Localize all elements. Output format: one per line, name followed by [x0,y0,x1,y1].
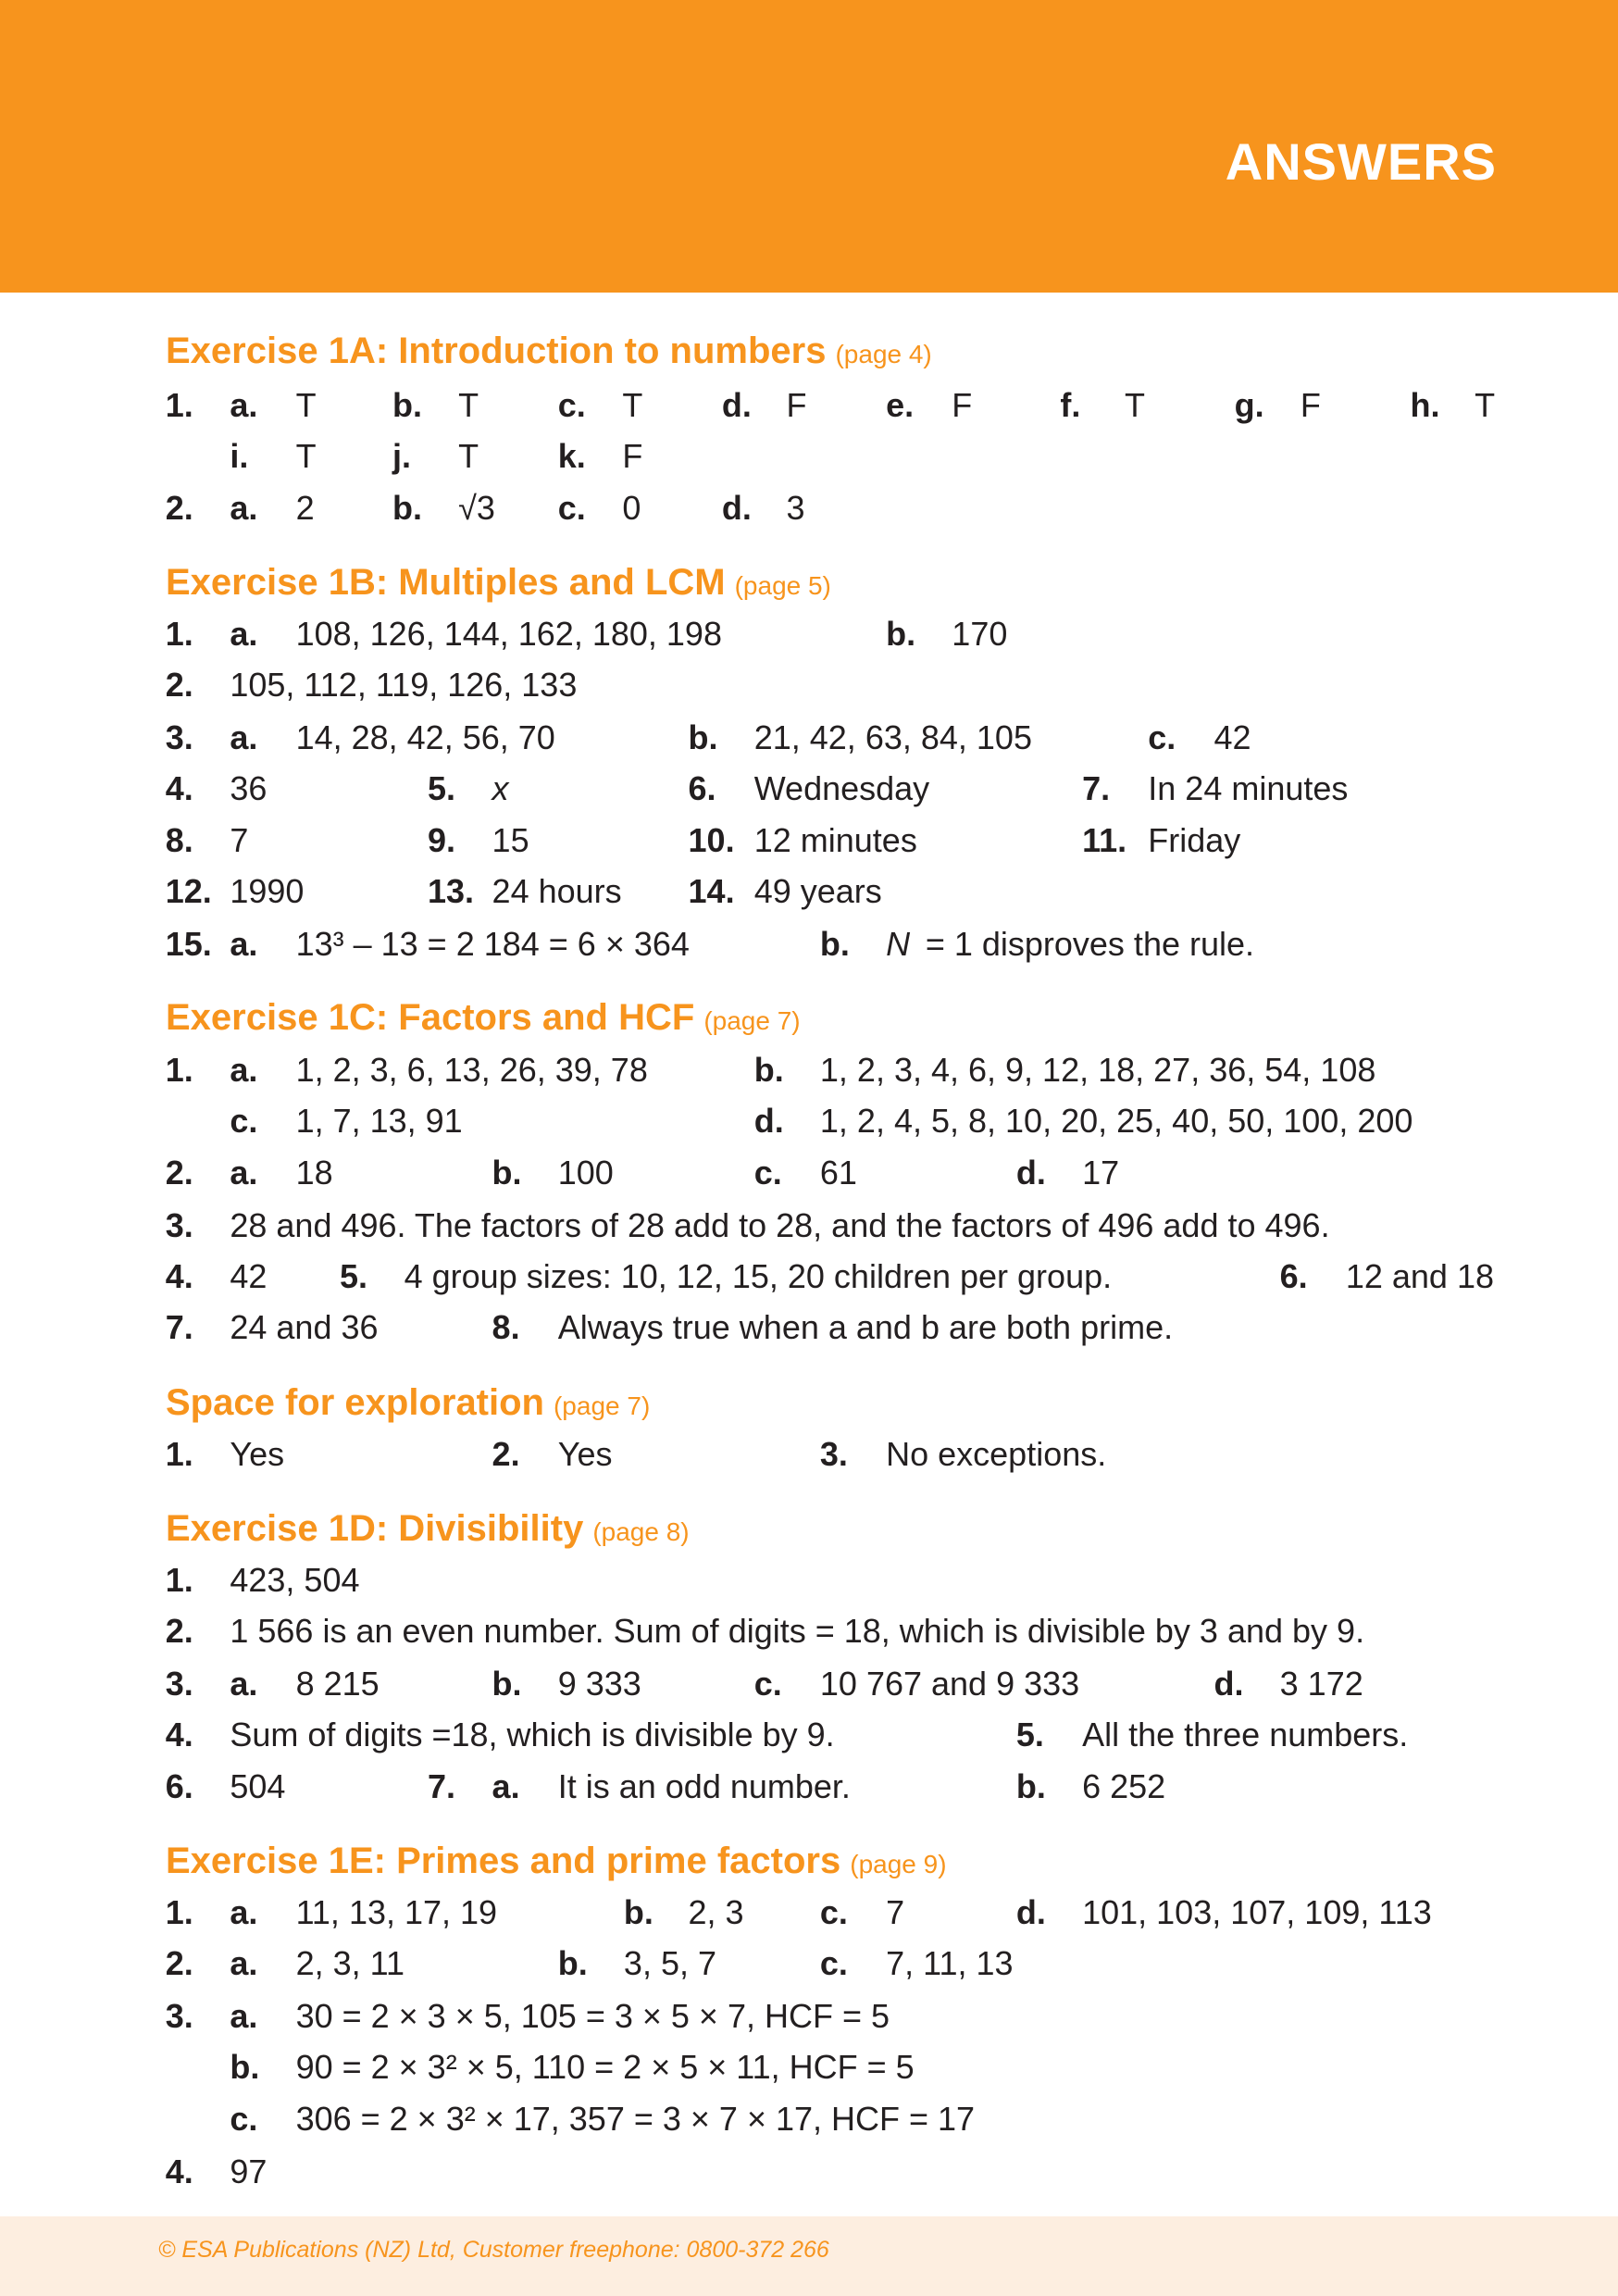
question-label: a. [230,1051,258,1090]
question-label: 3. [165,1664,193,1703]
answer-text: N [886,924,911,963]
answer-text: 1, 2, 3, 4, 6, 9, 12, 18, 27, 36, 54, 108 [819,1051,1376,1090]
question-label: b. [688,718,718,756]
section-heading [166,1505,690,1560]
question-label: e. [886,385,915,424]
question-label: 5. [1015,1716,1044,1754]
question-label: 2. [165,1611,193,1650]
answer-text: 2, 3, 11 [295,1944,404,1983]
answer-text: 1, 2, 4, 5, 8, 10, 20, 25, 40, 50, 100, 200 [819,1102,1413,1141]
question-label: a. [230,1944,258,1983]
header-banner [0,0,1618,293]
question-label: a. [230,488,258,527]
section-heading [166,328,932,382]
question-label: b. [1015,1766,1046,1805]
question-label: 1. [165,1892,193,1931]
answer-text: 3 172 [1279,1664,1363,1703]
question-label: 7. [1082,769,1111,808]
answer-text: 42 [230,1257,268,1296]
answer-text: 2, 3 [688,1892,744,1931]
question-label: 1. [165,385,193,424]
section-page-ref: (page 7) [553,1391,651,1421]
question-label: c. [230,2099,258,2138]
answer-text: 12 and 18 [1345,1257,1494,1296]
answer-text: 7, 11, 13 [886,1944,1014,1983]
question-label: g. [1234,385,1264,424]
question-label: i. [230,437,249,476]
question-label: a. [230,924,258,963]
answer-text: No exceptions. [886,1434,1107,1473]
question-label: c. [753,1664,782,1703]
question-label: b. [392,385,422,424]
answer-text: All the three numbers. [1082,1716,1409,1754]
section-heading [166,1838,947,1892]
footer-copyright: © ESA Publications (NZ) Ltd, Customer freephone: 0800-372 266 [158,2237,829,2263]
answer-text: 504 [230,1766,286,1805]
section-page-ref: (page 5) [734,571,831,601]
answer-text: Yes [230,1434,285,1473]
question-label: c. [230,1102,258,1141]
question-label: b. [230,2048,260,2087]
answer-text: 24 hours [492,872,622,911]
answer-text: F [786,385,807,424]
answer-text: T [1124,385,1145,424]
question-label: c. [1148,718,1176,756]
section-title: Exercise 1C: Factors and HCF [166,997,695,1039]
answer-text: 423, 504 [230,1560,360,1599]
answer-text: 3 [786,488,805,527]
question-label: 12. [165,872,212,911]
answer-text: 15 [492,820,529,859]
question-label: a. [492,1766,520,1805]
question-label: a. [230,718,258,756]
answer-text: T [1475,385,1496,424]
answer-text: 11, 13, 17, 19 [295,1892,498,1931]
answer-text: 1990 [230,872,305,911]
answer-text: 2 [295,488,315,527]
section-page-ref: (page 4) [835,340,932,369]
question-label: b. [492,1664,522,1703]
question-label: 4. [165,769,193,808]
question-label: 11. [1082,820,1127,859]
question-label: 9. [427,820,455,859]
question-label: 3. [165,1205,193,1244]
answer-text: Sum of digits =18, which is divisible by 9. [230,1716,835,1754]
question-label: 2. [165,1944,193,1983]
answer-text: 1, 7, 13, 91 [295,1102,463,1141]
question-label: 6. [1279,1257,1308,1296]
answer-text: 3, 5, 7 [623,1944,716,1983]
answer-text: 1 566 is an even number. Sum of digits = 18, which is divisible by 3 and by 9. [230,1611,1365,1650]
answer-text: 24 and 36 [230,1308,379,1347]
answer-text: Always true when a and b are both prime. [557,1308,1174,1347]
question-label: 3. [165,1996,193,2035]
answer-text: T [458,385,479,424]
question-label: b. [492,1153,522,1192]
answer-text: 101, 103, 107, 109, 113 [1082,1892,1432,1931]
answer-text: T [295,385,317,424]
answer-text: F [622,437,643,476]
answer-text: 14, 28, 42, 56, 70 [295,718,555,756]
question-label: 7. [427,1766,455,1805]
question-label: 13. [427,872,474,911]
question-label: b. [392,488,422,527]
question-label: 6. [688,769,716,808]
question-label: a. [230,1892,258,1931]
answer-text: It is an odd number. [557,1766,851,1805]
question-label: 2. [165,488,193,527]
question-label: k. [557,437,586,476]
answer-text: F [952,385,973,424]
answer-text: 21, 42, 63, 84, 105 [753,718,1032,756]
question-label: j. [392,437,411,476]
answer-text: 18 [295,1153,333,1192]
answer-text: 10 767 and 9 333 [819,1664,1080,1703]
answer-text: 28 and 496. The factors of 28 add to 28, and the factors of 496 add to 496. [230,1205,1330,1244]
question-label: 4. [165,1257,193,1296]
question-label: b. [819,924,850,963]
question-label: a. [230,1996,258,2035]
page-title: ANSWERS [1225,132,1497,191]
answer-text: 6 252 [1082,1766,1166,1805]
question-label: d. [1015,1892,1046,1931]
answer-text: Friday [1148,820,1241,859]
answer-text: 49 years [753,872,882,911]
answer-text: F [1300,385,1321,424]
question-label: d. [1214,1664,1244,1703]
answer-text: 36 [230,769,268,808]
question-label: 5. [340,1257,368,1296]
question-label: 2. [165,665,193,704]
question-label: a. [230,1664,258,1703]
answer-text: 30 = 2 × 3 × 5, 105 = 3 × 5 × 7, HCF = 5 [295,1996,890,2035]
answer-text: 13³ – 13 = 2 184 = 6 × 364 [295,924,690,963]
question-label: b. [557,1944,588,1983]
answer-text: 0 [622,488,641,527]
section-page-ref: (page 8) [592,1517,690,1547]
question-label: a. [230,1153,258,1192]
answer-text: 4 group sizes: 10, 12, 15, 20 children per group. [404,1257,1113,1296]
section-title: Exercise 1A: Introduction to numbers [166,331,827,372]
question-label: 15. [165,924,212,963]
answer-text: 7 [886,1892,905,1931]
answer-text: T [458,437,479,476]
answer-text: = 1 disproves the rule. [925,924,1255,963]
answer-text: 100 [557,1153,614,1192]
question-label: c. [557,488,586,527]
question-label: h. [1410,385,1440,424]
question-label: d. [753,1102,784,1141]
question-label: 2. [165,1153,193,1192]
answer-text: T [295,437,317,476]
answer-text: 17 [1082,1153,1120,1192]
section-heading [166,1379,650,1434]
answer-text: In 24 minutes [1148,769,1349,808]
question-label: f. [1060,385,1081,424]
answer-text: 170 [952,614,1008,653]
question-label: d. [1015,1153,1046,1192]
question-label: 14. [688,872,735,911]
question-label: 4. [165,2152,193,2190]
question-label: 6. [165,1766,193,1805]
question-label: a. [230,385,258,424]
question-label: 2. [492,1434,520,1473]
answer-text: x [492,769,509,808]
answer-text: 61 [819,1153,857,1192]
question-label: c. [819,1944,848,1983]
answer-text: Yes [557,1434,613,1473]
question-label: 1. [165,614,193,653]
answer-text: 9 333 [557,1664,641,1703]
section-page-ref: (page 7) [703,1006,801,1036]
question-label: 3. [819,1434,848,1473]
section-title: Space for exploration [166,1382,544,1424]
section-title: Exercise 1E: Primes and prime factors [166,1841,841,1882]
question-label: d. [721,385,752,424]
question-label: 10. [688,820,735,859]
section-page-ref: (page 9) [850,1850,947,1879]
answer-text: 42 [1214,718,1251,756]
answer-text: 108, 126, 144, 162, 180, 198 [295,614,722,653]
answer-text: 90 = 2 × 3² × 5, 110 = 2 × 5 × 11, HCF = 5 [295,2048,915,2087]
question-label: b. [623,1892,653,1931]
question-label: b. [886,614,916,653]
answer-text: 97 [230,2152,268,2190]
question-label: b. [753,1051,784,1090]
question-label: 1. [165,1560,193,1599]
question-label: d. [721,488,752,527]
question-label: 1. [165,1434,193,1473]
question-label: c. [819,1892,848,1931]
answer-text: 7 [230,820,249,859]
answer-text: 12 minutes [753,820,917,859]
question-label: 5. [427,769,455,808]
section-title: Exercise 1B: Multiples and LCM [166,562,726,604]
answer-text: √3 [458,488,495,527]
question-label: 4. [165,1716,193,1754]
answer-text: T [622,385,643,424]
section-heading [166,994,801,1049]
answer-text: Wednesday [753,769,930,808]
answer-text: 105, 112, 119, 126, 133 [230,665,578,704]
question-label: 1. [165,1051,193,1090]
section-heading [166,559,831,614]
answer-text: 306 = 2 × 3² × 17, 357 = 3 × 7 × 17, HCF = 17 [295,2099,976,2138]
question-label: 3. [165,718,193,756]
question-label: c. [557,385,586,424]
answer-text: 8 215 [295,1664,380,1703]
question-label: 7. [165,1308,193,1347]
footer-band [0,2216,1618,2296]
question-label: a. [230,614,258,653]
question-label: c. [753,1153,782,1192]
answer-text: 1, 2, 3, 6, 13, 26, 39, 78 [295,1051,648,1090]
question-label: 8. [165,820,193,859]
question-label: 8. [492,1308,520,1347]
section-title: Exercise 1D: Divisibility [166,1508,584,1550]
